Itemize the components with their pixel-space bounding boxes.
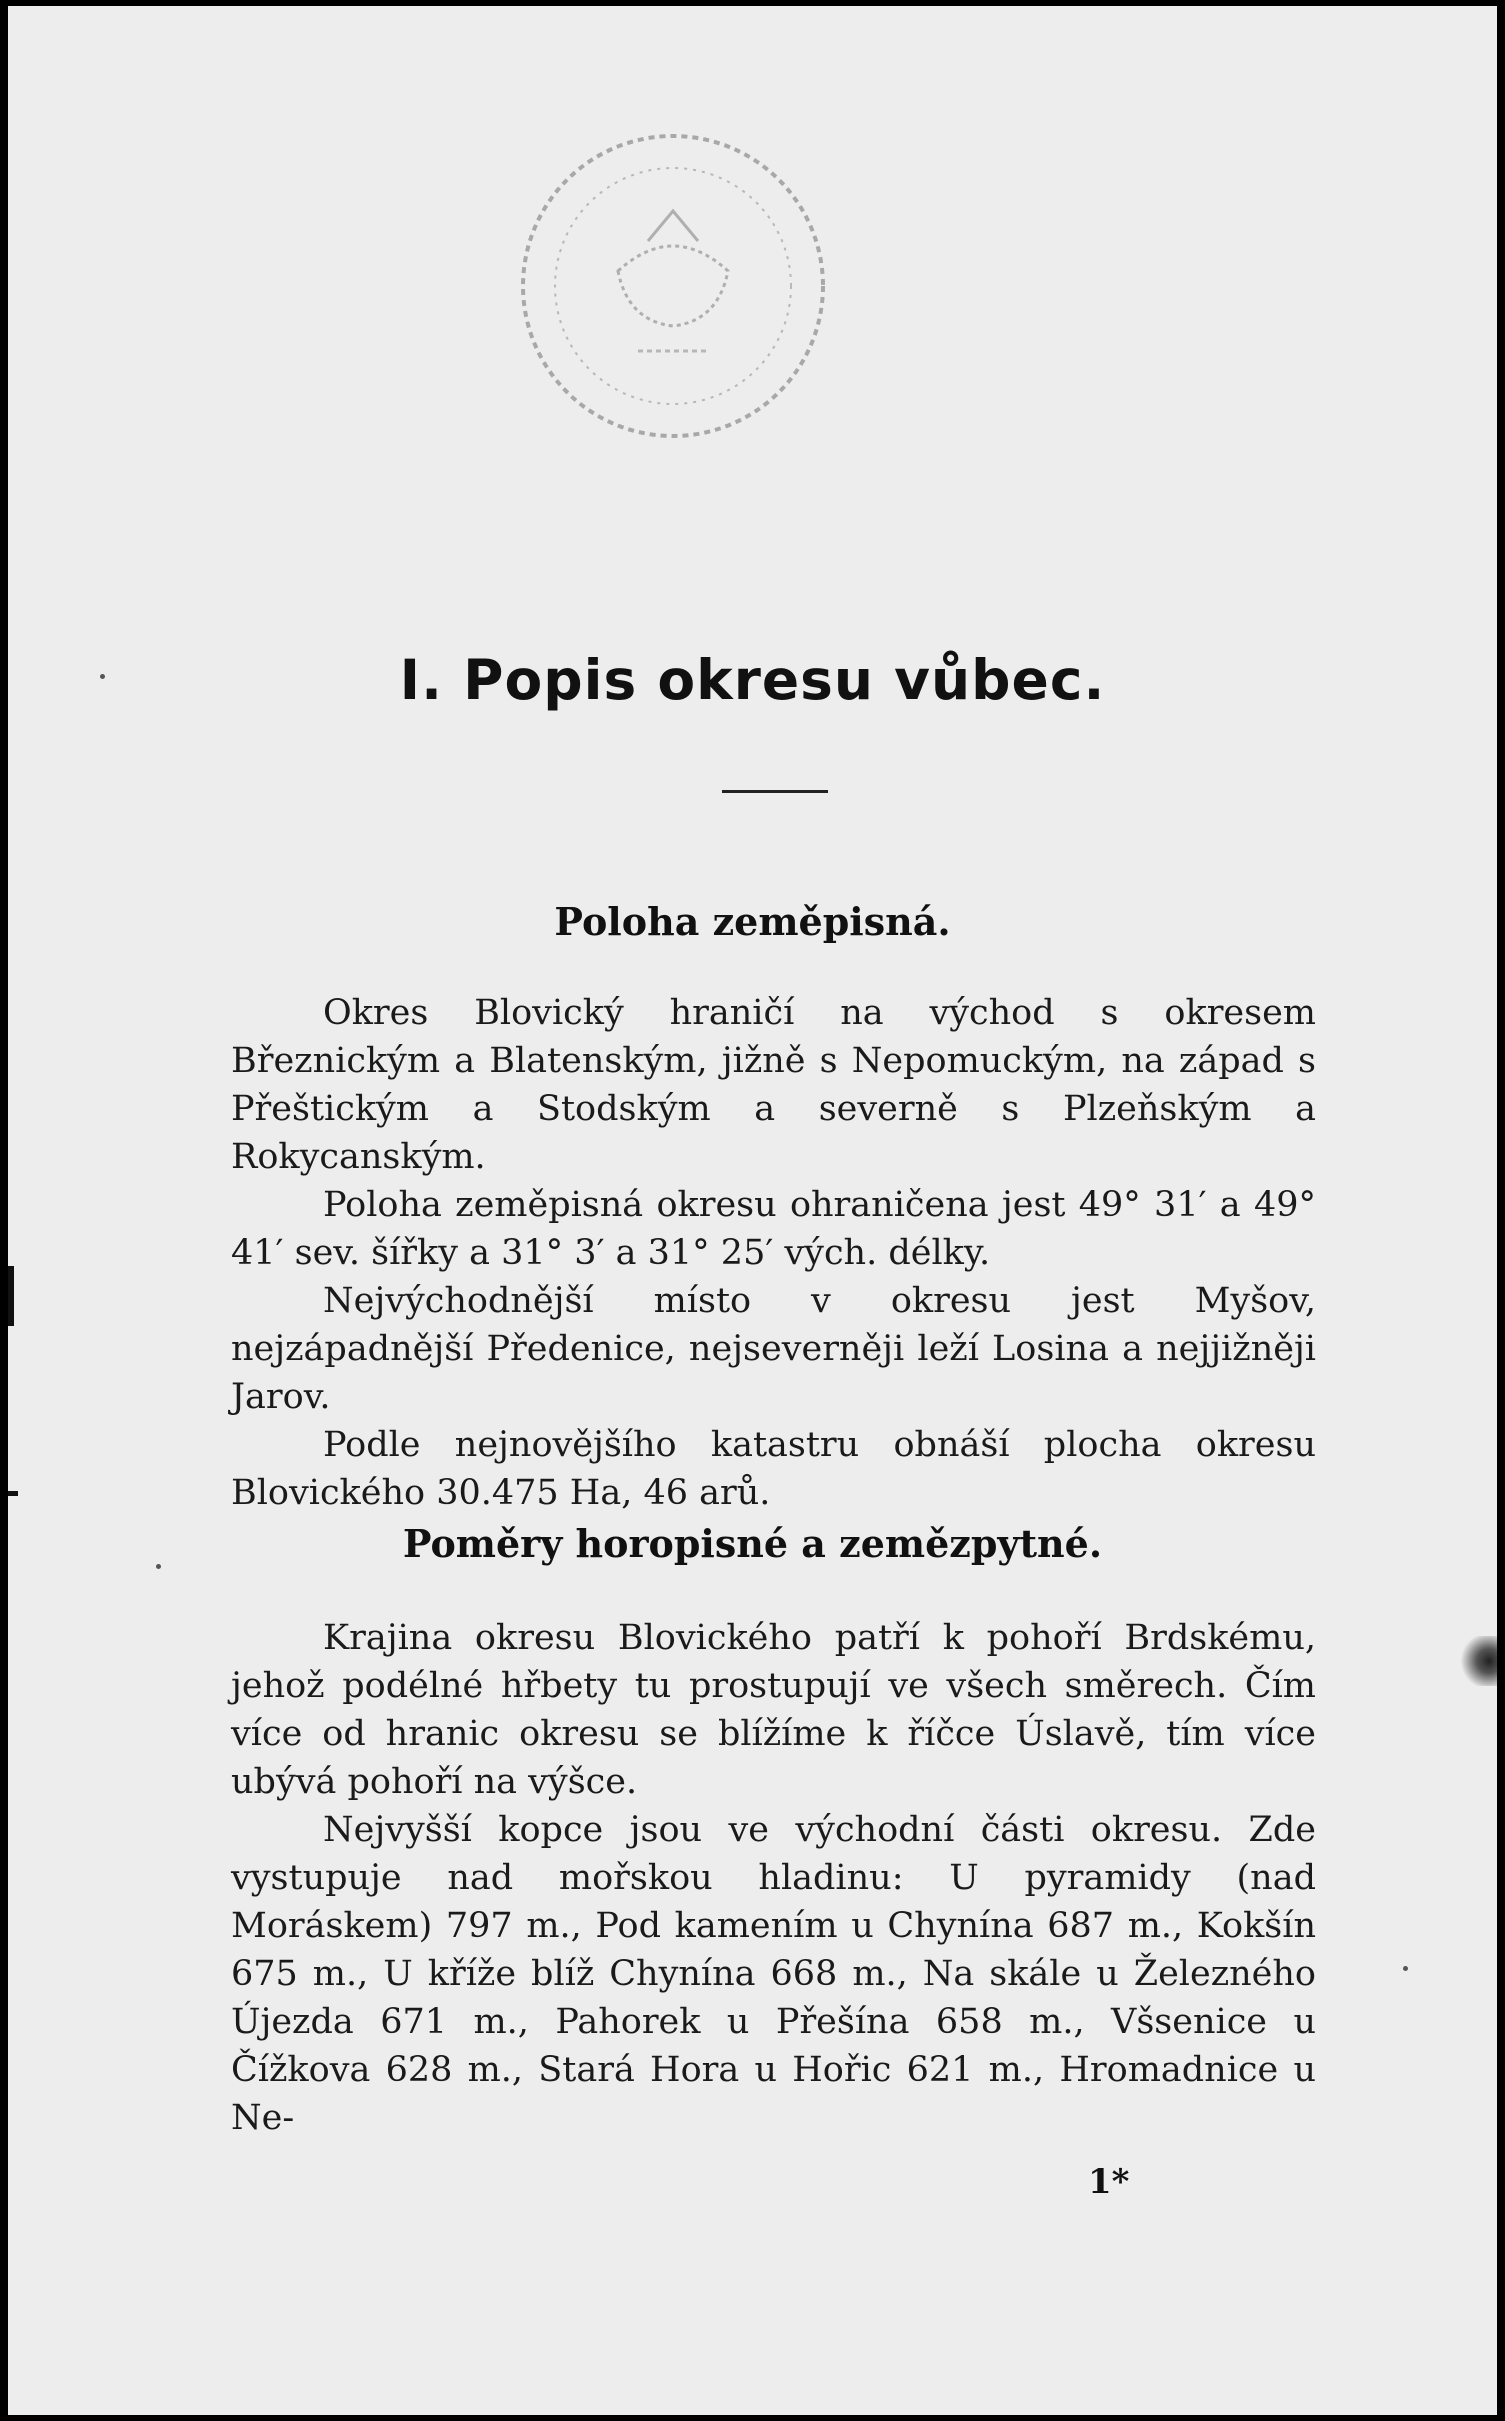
paragraph: Okres Blovický hraničí na východ s okresem Březnickým a Blatenským, jižně s Nepomuckým, na západ s Přeštickým a Stodským a severně s Plzeňským a Rokycanským. [231,993,1316,1177]
scan-edge-mark [8,1491,18,1496]
paragraph: Nejvýchodnější místo v okresu jest Myšov, nejzápadnější Předenice, nejseverněji leží Losina a nejjižněji Jarov. [231,1281,1316,1417]
document-page [8,6,1497,2415]
scan-edge-mark [1457,1636,1497,1686]
scan-speck [156,1564,161,1569]
section-heading-pomery: Poměry horopisné a zemězpytné. [402,1521,1103,1566]
paragraph: Nejvyšší kopce jsou ve východní části okresu. Zde vystupuje nad mořskou hladinu: U pyramidy (nad Moráskem) 797 m., Pod kamením u Chynína 687 m., Kokšín 675 m., U kříže blíž Chynína 668 m., Na skále u Železného Újezda 671 m., Pahorek u Přešína 658 m., Všsenice u Čížkova 628 m., Stará Hora u Hořic 621 m., Hromadnice u Ne- [231,1810,1316,2138]
scan-speck [100,674,105,679]
paragraph: Poloha zeměpisná okresu ohraničena jest 49° 31′ a 49° 41′ sev. šířky a 31° 3′ a 31° 25′ vých. délky. [231,1185,1316,1273]
scan-speck [1403,1966,1408,1971]
page-number: 1* [1088,2162,1130,2202]
scan-edge-mark [8,1266,14,1326]
paragraph: Krajina okresu Blovického patří k pohoří Brdskému, jehož podélné hřbety tu prostupují ve všech směrech. Čím více od hranic okresu se blížíme k říčce Úslavě, tím více ubývá pohoří na výšce. [231,1618,1316,1802]
section-body-pomery [231,1614,1316,2142]
chapter-title: I. Popis okresu vůbec. [399,648,1106,712]
library-stamp [508,121,838,451]
section-heading-poloha: Poloha zeměpisná. [554,899,951,944]
section-body-poloha [231,989,1316,1517]
title-divider [722,790,828,793]
paragraph: Podle nejnovějšího katastru obnáší plocha okresu Blovického 30.475 Ha, 46 arů. [231,1425,1316,1513]
